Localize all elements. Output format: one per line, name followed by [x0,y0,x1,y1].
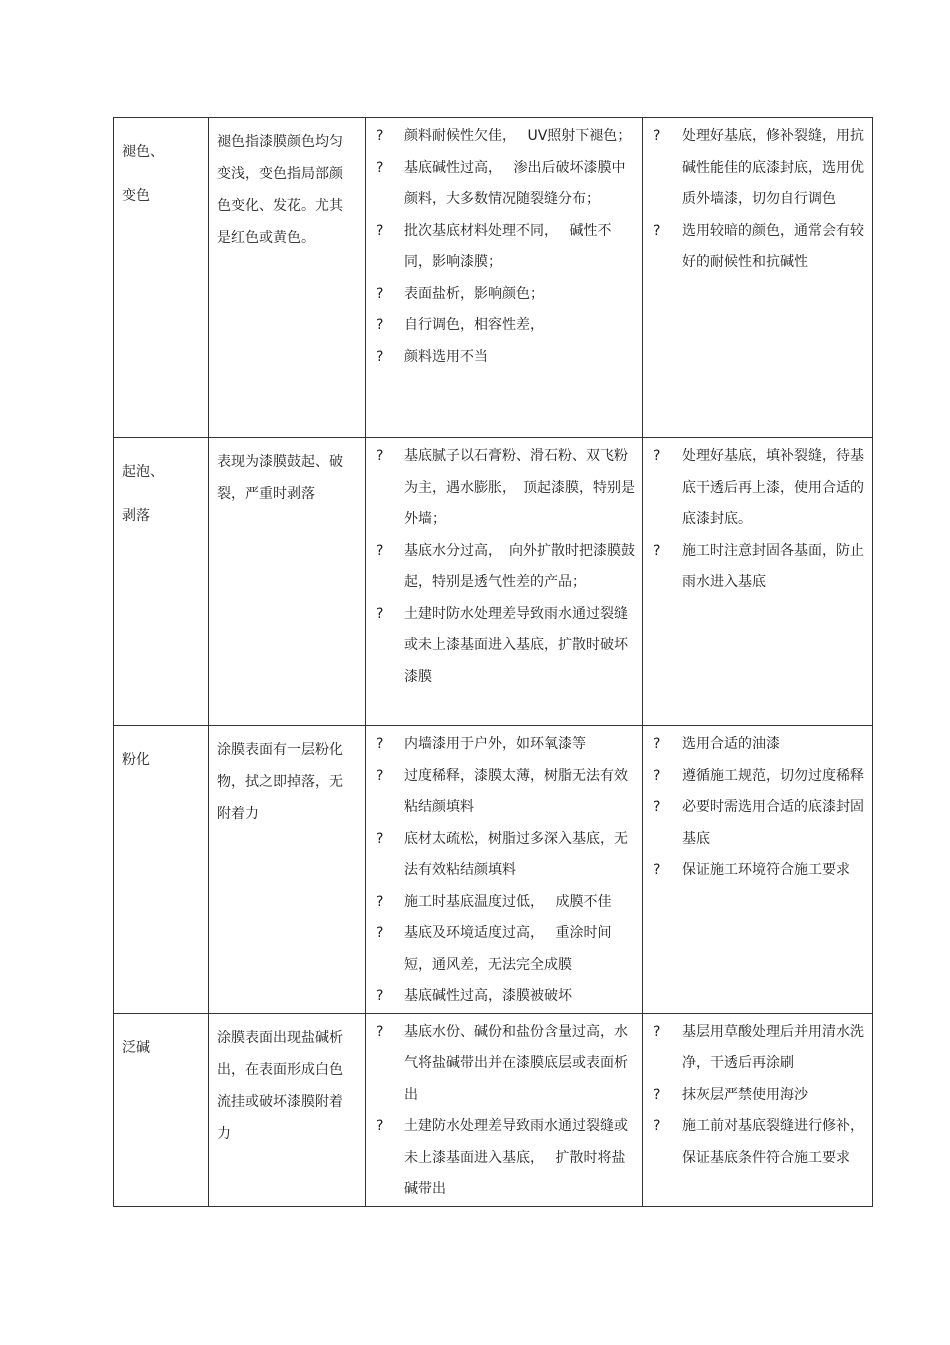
table-row [114,438,873,726]
bullet-glyph: ? [376,285,384,302]
remedy-item [649,792,866,855]
cause-item [372,279,636,311]
remedy-item-text: 必要时需选用合适的底漆封固基底 [682,799,864,847]
symptom-text: 涂膜表面有一层粉化物，拭之即掉落，无附着力 [217,742,343,822]
defect-name-cell [114,1013,209,1206]
cause-item [372,1111,636,1206]
bullet-glyph: ? [653,1023,661,1040]
bullet-glyph: ? [376,925,384,941]
bullet-glyph: ? [376,348,384,365]
remedy-item-text: 施工前对基底裂缝进行修补，保证基底条件符合施工要求 [682,1118,864,1166]
cause-item [372,216,636,279]
cause-item-text: 基底及环境适度过高， 重涂时间短，通风差，无法完全成膜 [404,925,612,973]
bullet-glyph: ? [653,222,661,239]
cause-item [372,729,636,761]
defect-name-line: 剥落 [122,508,150,524]
remedy-item [649,536,866,599]
defect-table-body [114,118,873,1207]
defect-name [114,118,208,218]
symptom-text: 褪色指漆膜颜色均匀变浅，变色指局部颜色变化、发花。尤其是红色或黄色。 [217,134,343,246]
bullet-glyph: ? [653,736,661,752]
defect-name [114,438,208,538]
table-row [114,118,873,438]
remedy-item [649,761,866,793]
cause-item [372,887,636,919]
cause-item-text: 颜料耐候性欠佳， UV照射下褪色； [404,128,632,144]
defect-name-line: 变色 [122,188,150,204]
cause-item [372,536,636,599]
bullet-glyph: ? [376,830,384,847]
defect-name-line: 粉化 [122,752,150,768]
cause-item [372,1017,636,1112]
bullet-glyph: ? [376,1023,384,1040]
symptom-cell [209,1013,366,1206]
bullet-glyph: ? [653,128,661,144]
cause-item [372,310,636,342]
bullet-glyph: ? [376,542,384,559]
remedy-item-text: 选用合适的油漆 [682,736,780,752]
cause-item-text: 表面盐析，影响颜色； [404,285,544,302]
remedy-item [649,855,866,887]
bullet-glyph: ? [653,1118,661,1134]
bullet-glyph: ? [653,448,661,464]
cause-item-text: 底材太疏松，树脂过多深入基底，无法有效粘结颜填料 [404,830,628,878]
defect-name-line: 起泡、 [122,464,164,480]
bullet-glyph: ? [376,222,384,239]
cause-item [372,761,636,824]
cause-item [372,599,636,694]
bullet-glyph: ? [376,448,384,464]
cause-list [366,438,642,693]
cause-item [372,981,636,1013]
cause-item-text: 批次基底材料处理不同， 碱性不同，影响漆膜； [404,222,612,270]
defect-table [113,117,873,1207]
remedy-item-text: 遵循施工规范，切勿过度稀释 [682,767,864,784]
cause-list [366,1014,642,1206]
bullet-glyph: ? [376,893,384,910]
remedy-list [643,118,872,279]
defect-name [114,1014,208,1070]
remedy-item-text: 施工时注意封固各基面，防止雨水进入基底 [682,542,864,590]
bullet-glyph: ? [376,605,384,622]
cause-item-text: 基底碱性过高， 渗出后破坏漆膜中颜料，大多数情况随裂缝分布； [404,159,626,207]
table-row [114,726,873,1014]
cause-item-text: 基底水份、碱份和盐份含量过高，水气将盐碱带出并在漆膜底层或表面析出 [404,1023,628,1103]
remedy-cell [643,438,873,726]
bullet-glyph: ? [376,317,384,333]
remedy-item [649,441,866,536]
cause-item-text: 施工时基底温度过低， 成膜不佳 [404,893,612,910]
remedy-item-text: 保证施工环境符合施工要求 [682,862,850,878]
table-row [114,1013,873,1206]
cause-item-text: 基底碱性过高，漆膜被破坏 [404,988,572,1004]
cause-item [372,121,636,153]
symptom-cell [209,726,366,1014]
remedy-cell [643,1013,873,1206]
cause-cell [366,118,643,438]
cause-item-text: 土建防水处理差导致雨水通过裂缝或未上漆基面进入基底， 扩散时将盐碱带出 [404,1118,628,1197]
remedy-cell [643,726,873,1014]
bullet-glyph: ? [376,767,384,784]
remedy-list [643,726,872,887]
remedy-list [643,438,872,599]
remedy-item-text: 选用较暗的颜色，通常会有较好的耐候性和抗碱性 [682,222,864,270]
cause-item-text: 内墙漆用于户外，如环氧漆等 [404,736,586,752]
cause-list [366,118,642,373]
remedy-item-text: 处理好基底，填补裂缝，待基底干透后再上漆，使用合适的底漆封底。 [682,448,864,527]
defect-name-line: 泛碱 [122,1039,150,1056]
remedy-item-text: 基层用草酸处理后并用清水洗净，干透后再涂刷 [682,1023,864,1071]
remedy-item-text: 抹灰层严禁使用海沙 [682,1086,808,1103]
defect-name-cell [114,726,209,1014]
remedy-item [649,1080,866,1112]
remedy-item [649,121,866,216]
symptom-cell [209,118,366,438]
cause-item-text: 基底水分过高， 向外扩散时把漆膜鼓起，特别是透气性差的产品； [404,542,635,590]
bullet-glyph: ? [376,159,384,176]
bullet-glyph: ? [376,1118,384,1134]
remedy-list [643,1014,872,1175]
bullet-glyph: ? [376,736,384,752]
bullet-glyph: ? [653,1086,661,1103]
cause-list [366,726,642,1013]
remedy-item [649,729,866,761]
bullet-glyph: ? [376,128,384,144]
cause-item [372,824,636,887]
remedy-item [649,1017,866,1080]
defect-name-line: 褪色、 [122,144,164,160]
cause-item [372,918,636,981]
remedy-item-text: 处理好基底，修补裂缝，用抗碱性能佳的底漆封底，选用优质外墙漆，切勿自行调色 [682,128,864,207]
symptom-text: 表现为漆膜鼓起、破裂，严重时剥落 [217,454,343,502]
cause-cell [366,438,643,726]
bullet-glyph: ? [653,767,661,784]
cause-cell [366,726,643,1014]
bullet-glyph: ? [653,542,661,559]
remedy-item [649,216,866,279]
cause-item-text: 颜料选用不当 [404,348,488,365]
defect-name [114,726,208,782]
cause-item [372,342,636,374]
bullet-glyph: ? [653,799,661,815]
cause-item-text: 土建时防水处理差导致雨水通过裂缝或未上漆基面进入基底，扩散时破坏漆膜 [404,605,628,685]
remedy-cell [643,118,873,438]
bullet-glyph: ? [376,988,384,1004]
cause-item [372,153,636,216]
defect-name-cell [114,118,209,438]
cause-item-text: 自行调色，相容性差， [404,317,544,333]
cause-item-text: 过度稀释，漆膜太薄，树脂无法有效粘结颜填料 [404,767,628,815]
symptom-text: 涂膜表面出现盐碱析出，在表面形成白色流挂或破坏漆膜附着力 [217,1029,343,1142]
bullet-glyph: ? [653,862,661,878]
cause-item [372,441,636,536]
symptom-cell [209,438,366,726]
remedy-item [649,1111,866,1174]
cause-item-text: 基底腻子以石膏粉、滑石粉、双飞粉为主，遇水膨胀， 顶起漆膜，特别是外墙； [404,448,635,527]
cause-cell [366,1013,643,1206]
defect-name-cell [114,438,209,726]
